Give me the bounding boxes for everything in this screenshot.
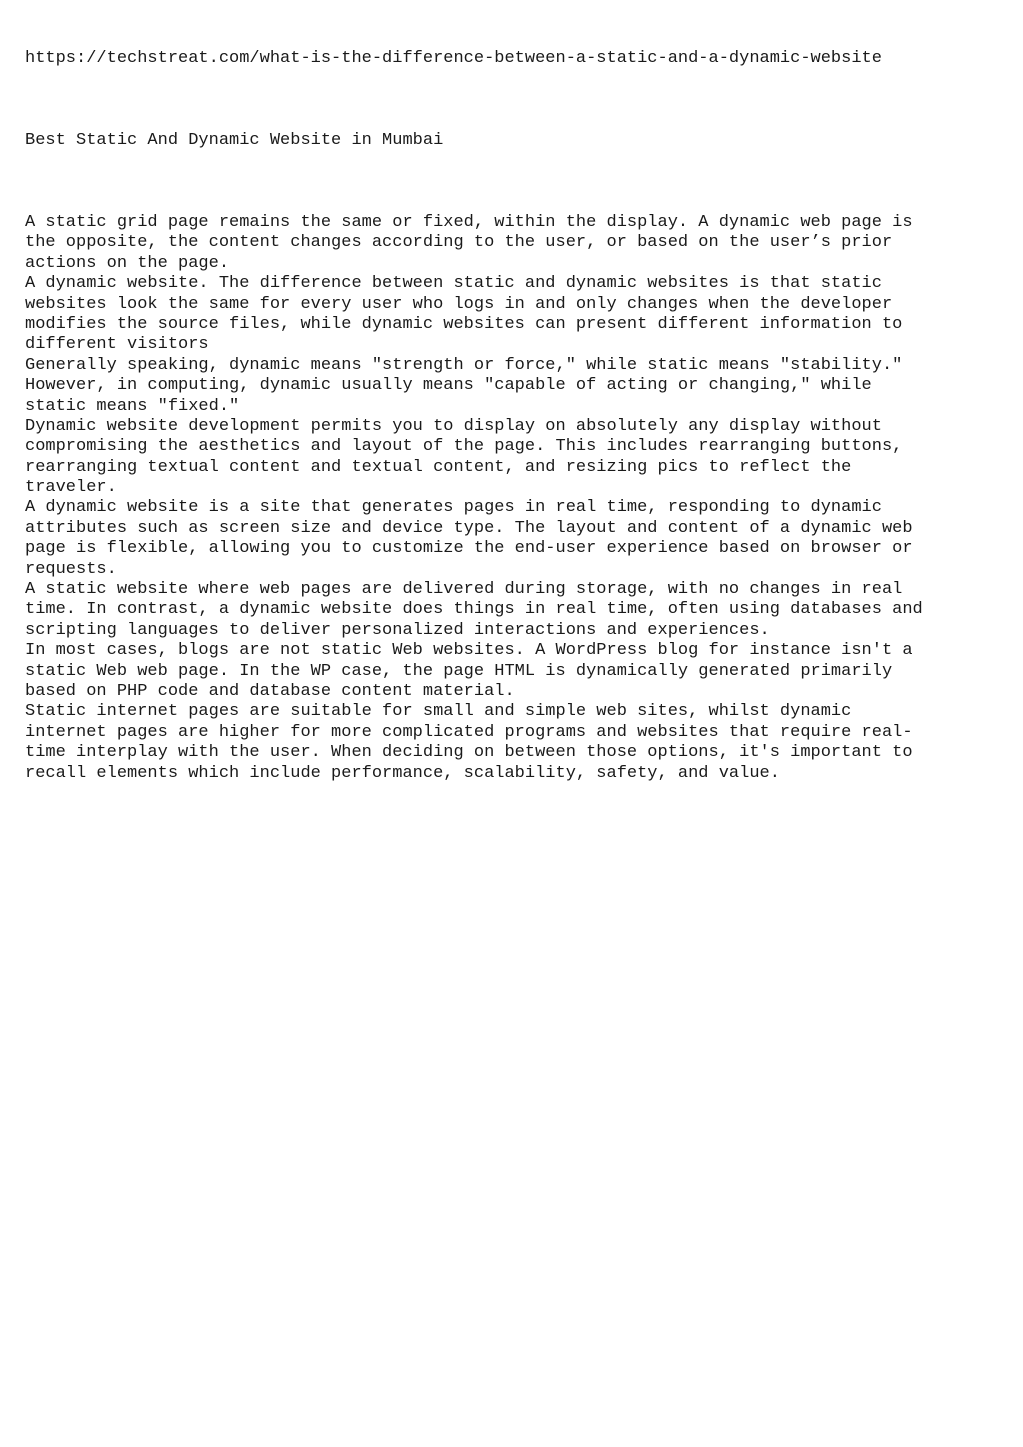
text-line: the opposite, the content changes according to the user, or based on the user’s prior: [25, 233, 893, 253]
text-line: different visitors: [25, 335, 209, 355]
text-line: Static internet pages are suitable for small and simple web sites, whilst dynamic: [25, 702, 852, 722]
text-line: time. In contrast, a dynamic website does things in real time, often using databases and: [25, 600, 923, 620]
article-body: [25, 213, 923, 784]
text-line: In most cases, blogs are not static Web websites. A WordPress blog for instance isn't a: [25, 641, 913, 661]
text-line: modifies the source files, while dynamic websites can present different information to: [25, 314, 903, 334]
text-line: actions on the page.: [25, 253, 230, 273]
text-line: recall elements which include performance, scalability, safety, and value.: [25, 763, 780, 783]
text-line: scripting languages to deliver personalized interactions and experiences.: [25, 620, 770, 640]
text-line: requests.: [25, 559, 117, 579]
text-line: traveler.: [25, 478, 117, 498]
text-line: A dynamic website. The difference between static and dynamic websites is that static: [25, 274, 882, 294]
text-line: static means "fixed.": [25, 396, 240, 416]
text-line: However, in computing, dynamic usually means "capable of acting or changing," while: [25, 376, 872, 396]
text-line: A static website where web pages are delivered during storage, with no changes in real: [25, 580, 903, 600]
text-line: attributes such as screen size and device type. The layout and content of a dynamic web: [25, 518, 913, 538]
text-line: static Web web page. In the WP case, the page HTML is dynamically generated primarily: [25, 661, 893, 681]
page-title: Best Static And Dynamic Website in Mumbai: [25, 131, 444, 150]
text-line: A static grid page remains the same or fixed, within the display. A dynamic web page is: [25, 213, 913, 232]
text-line: A dynamic website is a site that generates pages in real time, responding to dynamic: [25, 498, 882, 518]
text-line: based on PHP code and database content material.: [25, 681, 515, 701]
source-url: https://techstreat.com/what-is-the-difference-between-a-static-and-a-dynamic-website: [25, 49, 882, 68]
text-line: websites look the same for every user who logs in and only changes when the developer: [25, 294, 893, 314]
text-line: rearranging textual content and textual content, and resizing pics to reflect the: [25, 457, 852, 477]
text-line: internet pages are higher for more complicated programs and websites that require real-: [25, 722, 913, 742]
text-line: page is flexible, allowing you to customize the end-user experience based on browser or: [25, 539, 913, 559]
text-line: time interplay with the user. When deciding on between those options, it's important to: [25, 743, 913, 763]
text-line: Generally speaking, dynamic means "strength or force," while static means "stability.": [25, 355, 903, 375]
text-line: compromising the aesthetics and layout of the page. This includes rearranging buttons,: [25, 437, 903, 457]
text-line: Dynamic website development permits you to display on absolutely any display without: [25, 416, 882, 436]
